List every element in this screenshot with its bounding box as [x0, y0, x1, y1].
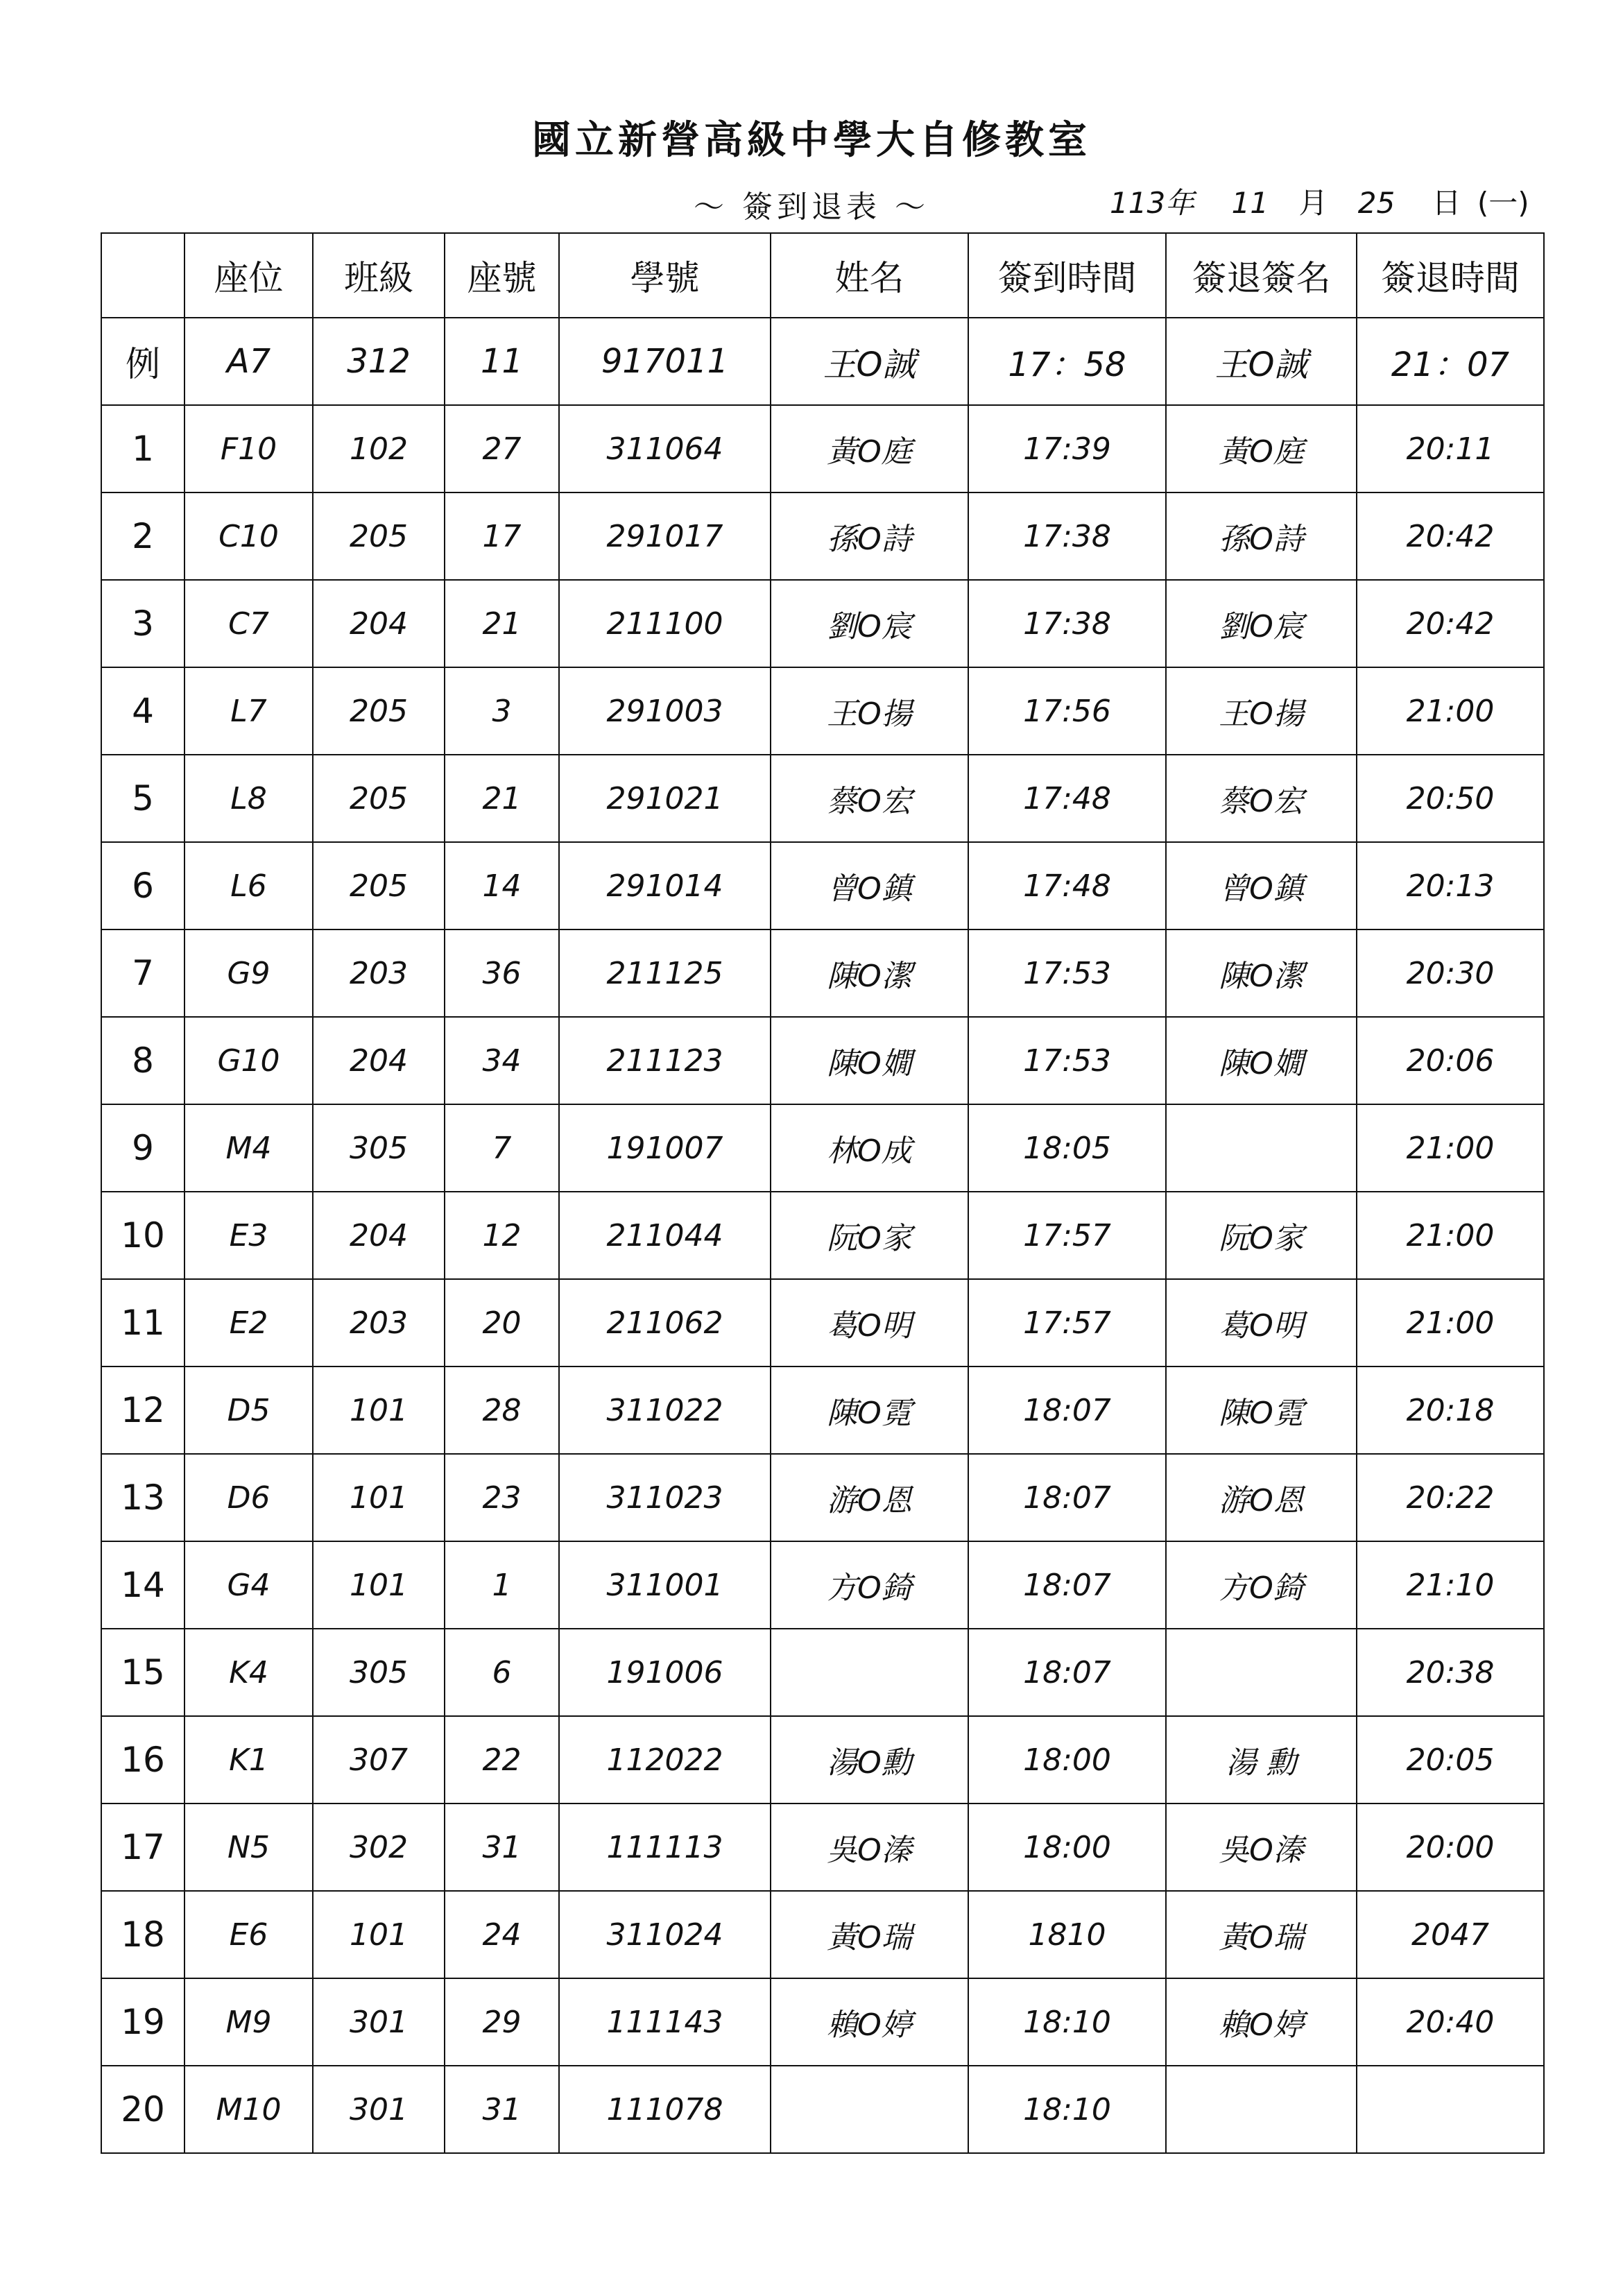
row-index: 8 [101, 1017, 184, 1104]
class-cell: 302 [313, 1804, 445, 1891]
class-cell: 204 [313, 1192, 445, 1279]
table-row [101, 667, 1544, 755]
row-index: 20 [101, 2066, 184, 2153]
sign-out-signature-cell: 阮O家 [1166, 1192, 1357, 1279]
date-month: 11 [1231, 186, 1269, 220]
sign-in-time-cell: 17:56 [968, 667, 1166, 755]
seat-cell: M9 [184, 1978, 313, 2066]
row-index: 7 [101, 929, 184, 1017]
sign-out-signature-cell: 陳O嫺 [1166, 1017, 1357, 1104]
table-row [101, 1279, 1544, 1367]
sign-in-table [101, 232, 1545, 2154]
class-cell: 101 [313, 1891, 445, 1978]
student-id-cell: 191007 [559, 1104, 771, 1192]
row-index: 18 [101, 1891, 184, 1978]
sign-out-time-cell: 21:00 [1357, 1192, 1544, 1279]
sign-out-time-cell: 20:50 [1357, 755, 1544, 842]
seat-no-cell: 11 [445, 318, 559, 405]
sign-out-time-cell: 2047 [1357, 1891, 1544, 1978]
date-month-unit: 月 [1298, 186, 1328, 220]
seat-cell: L6 [184, 842, 313, 929]
student-id-cell: 111143 [559, 1978, 771, 2066]
student-id-cell: 311001 [559, 1541, 771, 1629]
name-cell [771, 1629, 968, 1716]
class-cell: 203 [313, 929, 445, 1017]
seat-no-cell: 1 [445, 1541, 559, 1629]
seat-no-cell: 21 [445, 755, 559, 842]
sign-in-time-cell: 17：58 [968, 318, 1166, 405]
header-class: 班級 [313, 233, 445, 318]
seat-cell: L7 [184, 667, 313, 755]
seat-no-cell: 7 [445, 1104, 559, 1192]
row-index: 11 [101, 1279, 184, 1367]
class-cell: 205 [313, 667, 445, 755]
student-id-cell: 111078 [559, 2066, 771, 2153]
sign-out-signature-cell [1166, 1629, 1357, 1716]
class-cell: 101 [313, 1541, 445, 1629]
sign-out-time-cell: 20:13 [1357, 842, 1544, 929]
table-row [101, 1716, 1544, 1804]
sign-out-time-cell: 20:06 [1357, 1017, 1544, 1104]
seat-cell: K4 [184, 1629, 313, 1716]
sign-out-time-cell: 21:00 [1357, 667, 1544, 755]
header-index [101, 233, 184, 318]
sign-in-sheet [101, 232, 1543, 2136]
student-id-cell: 291003 [559, 667, 771, 755]
sign-in-time-cell: 18:07 [968, 1541, 1166, 1629]
class-cell: 307 [313, 1716, 445, 1804]
row-index: 9 [101, 1104, 184, 1192]
seat-cell: C10 [184, 492, 313, 580]
name-cell: 蔡O宏 [771, 755, 968, 842]
name-cell: 游O恩 [771, 1454, 968, 1541]
sign-out-time-cell [1357, 2066, 1544, 2153]
seat-cell: E3 [184, 1192, 313, 1279]
name-cell: 黃O庭 [771, 405, 968, 492]
seat-no-cell: 27 [445, 405, 559, 492]
header-seat: 座位 [184, 233, 313, 318]
sign-out-signature-cell: 蔡O宏 [1166, 755, 1357, 842]
class-cell: 203 [313, 1279, 445, 1367]
sign-in-time-cell: 17:53 [968, 929, 1166, 1017]
name-cell: 陳O潔 [771, 929, 968, 1017]
class-cell: 205 [313, 842, 445, 929]
sign-out-time-cell: 21:10 [1357, 1541, 1544, 1629]
seat-no-cell: 28 [445, 1367, 559, 1454]
sign-out-signature-cell: 曾O鎮 [1166, 842, 1357, 929]
class-cell: 204 [313, 580, 445, 667]
seat-cell: M10 [184, 2066, 313, 2153]
page-subtitle: ～ 簽到退表 ～ [694, 189, 929, 225]
date-line [1110, 180, 1529, 222]
sign-out-time-cell: 21:00 [1357, 1279, 1544, 1367]
sign-out-time-cell: 20:18 [1357, 1367, 1544, 1454]
student-id-cell: 211123 [559, 1017, 771, 1104]
table-row [101, 1367, 1544, 1454]
name-cell: 王O揚 [771, 667, 968, 755]
sign-in-time-cell: 1810 [968, 1891, 1166, 1978]
row-index: 5 [101, 755, 184, 842]
sign-out-signature-cell: 葛O明 [1166, 1279, 1357, 1367]
table-row [101, 2066, 1544, 2153]
table-row [101, 405, 1544, 492]
student-id-cell: 211100 [559, 580, 771, 667]
seat-no-cell: 36 [445, 929, 559, 1017]
sign-out-signature-cell: 王O誠 [1166, 318, 1357, 405]
sign-out-time-cell: 20:22 [1357, 1454, 1544, 1541]
seat-no-cell: 23 [445, 1454, 559, 1541]
class-cell: 204 [313, 1017, 445, 1104]
class-cell: 101 [313, 1454, 445, 1541]
student-id-cell: 211062 [559, 1279, 771, 1367]
sign-in-time-cell: 17:48 [968, 755, 1166, 842]
row-index: 14 [101, 1541, 184, 1629]
sign-out-time-cell: 20:30 [1357, 929, 1544, 1017]
seat-cell: L8 [184, 755, 313, 842]
student-id-cell: 291014 [559, 842, 771, 929]
sign-in-time-cell: 17:57 [968, 1192, 1166, 1279]
student-id-cell: 311024 [559, 1891, 771, 1978]
sign-out-time-cell: 20:42 [1357, 492, 1544, 580]
seat-cell: N5 [184, 1804, 313, 1891]
sign-out-signature-cell: 黃O庭 [1166, 405, 1357, 492]
row-index: 16 [101, 1716, 184, 1804]
table-row [101, 1541, 1544, 1629]
class-cell: 305 [313, 1104, 445, 1192]
seat-cell: C7 [184, 580, 313, 667]
name-cell: 曾O鎮 [771, 842, 968, 929]
seat-no-cell: 31 [445, 1804, 559, 1891]
sign-out-signature-cell: 方O錡 [1166, 1541, 1357, 1629]
sign-out-signature-cell: 黃O瑞 [1166, 1891, 1357, 1978]
class-cell: 301 [313, 1978, 445, 2066]
student-id-cell: 111113 [559, 1804, 771, 1891]
sign-out-signature-cell [1166, 2066, 1357, 2153]
table-header-row [101, 233, 1544, 318]
sign-out-signature-cell [1166, 1104, 1357, 1192]
table-row [101, 1804, 1544, 1891]
sign-in-time-cell: 18:05 [968, 1104, 1166, 1192]
sign-out-time-cell: 20:05 [1357, 1716, 1544, 1804]
class-cell: 205 [313, 755, 445, 842]
table-row [101, 1192, 1544, 1279]
row-index: 15 [101, 1629, 184, 1716]
sign-out-signature-cell: 陳O潔 [1166, 929, 1357, 1017]
row-index: 12 [101, 1367, 184, 1454]
row-index: 10 [101, 1192, 184, 1279]
sign-out-signature-cell: 吳O溱 [1166, 1804, 1357, 1891]
table-row [101, 842, 1544, 929]
table-row [101, 580, 1544, 667]
seat-cell: F10 [184, 405, 313, 492]
name-cell: 方O錡 [771, 1541, 968, 1629]
sign-out-signature-cell: 王O揚 [1166, 667, 1357, 755]
seat-cell: M4 [184, 1104, 313, 1192]
row-index: 3 [101, 580, 184, 667]
sign-out-signature-cell: 湯 勳 [1166, 1716, 1357, 1804]
header-seat-no: 座號 [445, 233, 559, 318]
student-id-cell: 917011 [559, 318, 771, 405]
sign-out-time-cell: 20:38 [1357, 1629, 1544, 1716]
class-cell: 101 [313, 1367, 445, 1454]
table-row [101, 1891, 1544, 1978]
table-row [101, 1978, 1544, 2066]
seat-no-cell: 21 [445, 580, 559, 667]
sign-out-time-cell: 21:00 [1357, 1104, 1544, 1192]
sign-out-time-cell: 20:40 [1357, 1978, 1544, 2066]
name-cell: 林O成 [771, 1104, 968, 1192]
seat-cell: E2 [184, 1279, 313, 1367]
class-cell: 301 [313, 2066, 445, 2153]
class-cell: 312 [313, 318, 445, 405]
table-row [101, 492, 1544, 580]
student-id-cell: 291021 [559, 755, 771, 842]
header-sign-out-time: 簽退時間 [1357, 233, 1544, 318]
example-row [101, 318, 1544, 405]
class-cell: 305 [313, 1629, 445, 1716]
sign-in-time-cell: 18:00 [968, 1804, 1166, 1891]
sign-in-time-cell: 17:38 [968, 580, 1166, 667]
sign-out-signature-cell: 劉O宸 [1166, 580, 1357, 667]
name-cell: 賴O婷 [771, 1978, 968, 2066]
student-id-cell: 311064 [559, 405, 771, 492]
seat-no-cell: 20 [445, 1279, 559, 1367]
seat-no-cell: 17 [445, 492, 559, 580]
sign-in-time-cell: 18:10 [968, 2066, 1166, 2153]
seat-no-cell: 12 [445, 1192, 559, 1279]
sign-in-time-cell: 18:00 [968, 1716, 1166, 1804]
date-weekday: (一) [1477, 186, 1529, 220]
student-id-cell: 211044 [559, 1192, 771, 1279]
row-index: 13 [101, 1454, 184, 1541]
name-cell: 阮O家 [771, 1192, 968, 1279]
seat-cell: G4 [184, 1541, 313, 1629]
name-cell: 吳O溱 [771, 1804, 968, 1891]
sign-in-time-cell: 17:38 [968, 492, 1166, 580]
sign-out-signature-cell: 賴O婷 [1166, 1978, 1357, 2066]
sign-in-time-cell: 17:57 [968, 1279, 1166, 1367]
sign-in-time-cell: 17:53 [968, 1017, 1166, 1104]
seat-cell: K1 [184, 1716, 313, 1804]
sign-out-time-cell: 20:11 [1357, 405, 1544, 492]
name-cell: 湯O勳 [771, 1716, 968, 1804]
table-row [101, 1454, 1544, 1541]
name-cell: 葛O明 [771, 1279, 968, 1367]
class-cell: 102 [313, 405, 445, 492]
row-index: 4 [101, 667, 184, 755]
student-id-cell: 291017 [559, 492, 771, 580]
row-index: 19 [101, 1978, 184, 2066]
seat-no-cell: 3 [445, 667, 559, 755]
seat-cell: E6 [184, 1891, 313, 1978]
name-cell: 王O誠 [771, 318, 968, 405]
row-index: 2 [101, 492, 184, 580]
date-day-unit: 日 [1432, 186, 1461, 220]
date-year: 113年 [1110, 186, 1195, 220]
sign-out-time-cell: 20:00 [1357, 1804, 1544, 1891]
sign-in-time-cell: 18:07 [968, 1454, 1166, 1541]
table-row [101, 1629, 1544, 1716]
header-name: 姓名 [771, 233, 968, 318]
sign-out-time-cell: 21：07 [1357, 318, 1544, 405]
sign-out-time-cell: 20:42 [1357, 580, 1544, 667]
seat-cell: D6 [184, 1454, 313, 1541]
row-index: 6 [101, 842, 184, 929]
name-cell: 黃O瑞 [771, 1891, 968, 1978]
student-id-cell: 311023 [559, 1454, 771, 1541]
seat-no-cell: 24 [445, 1891, 559, 1978]
table-row [101, 929, 1544, 1017]
name-cell: 孫O詩 [771, 492, 968, 580]
name-cell: 陳O霓 [771, 1367, 968, 1454]
header-sign-in-time: 簽到時間 [968, 233, 1166, 318]
sign-in-time-cell: 18:10 [968, 1978, 1166, 2066]
student-id-cell: 211125 [559, 929, 771, 1017]
name-cell [771, 2066, 968, 2153]
date-day: 25 [1357, 186, 1396, 220]
seat-no-cell: 6 [445, 1629, 559, 1716]
header-sign-out-signature: 簽退簽名 [1166, 233, 1357, 318]
seat-cell: G10 [184, 1017, 313, 1104]
sign-in-time-cell: 17:39 [968, 405, 1166, 492]
seat-no-cell: 34 [445, 1017, 559, 1104]
sign-out-signature-cell: 孫O詩 [1166, 492, 1357, 580]
seat-cell: D5 [184, 1367, 313, 1454]
seat-cell: G9 [184, 929, 313, 1017]
header-student-id: 學號 [559, 233, 771, 318]
sign-in-time-cell: 17:48 [968, 842, 1166, 929]
sign-in-time-cell: 18:07 [968, 1367, 1166, 1454]
student-id-cell: 112022 [559, 1716, 771, 1804]
student-id-cell: 191006 [559, 1629, 771, 1716]
table-row [101, 1104, 1544, 1192]
row-index: 1 [101, 405, 184, 492]
name-cell: 陳O嫺 [771, 1017, 968, 1104]
seat-no-cell: 14 [445, 842, 559, 929]
name-cell: 劉O宸 [771, 580, 968, 667]
sign-out-signature-cell: 陳O霓 [1166, 1367, 1357, 1454]
table-row [101, 755, 1544, 842]
student-id-cell: 311022 [559, 1367, 771, 1454]
sign-in-time-cell: 18:07 [968, 1629, 1166, 1716]
class-cell: 205 [313, 492, 445, 580]
table-row [101, 1017, 1544, 1104]
seat-no-cell: 31 [445, 2066, 559, 2153]
page-title: 國立新營高級中學大自修教室 [532, 117, 1091, 163]
row-index: 17 [101, 1804, 184, 1891]
sign-out-signature-cell: 游O恩 [1166, 1454, 1357, 1541]
row-index: 例 [101, 318, 184, 405]
seat-no-cell: 22 [445, 1716, 559, 1804]
seat-cell: A7 [184, 318, 313, 405]
seat-no-cell: 29 [445, 1978, 559, 2066]
